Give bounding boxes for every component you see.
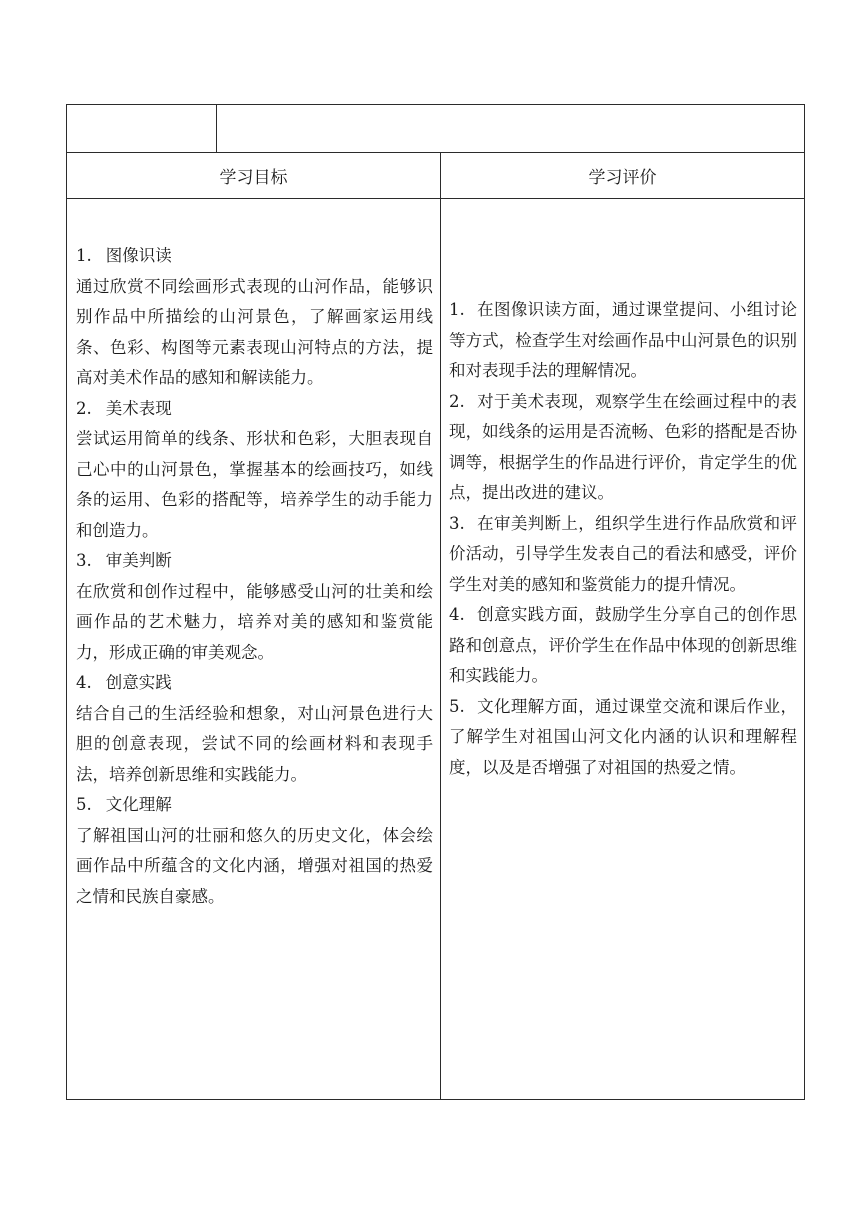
evaluation-number: 1.	[449, 300, 465, 319]
goal-number: 1.	[76, 246, 92, 265]
evaluation-text: 在图像识读方面，通过课堂提问、小组讨论等方式，检查学生对绘画作品中山河景色的识别和对表现手法的理解情况。	[449, 300, 797, 380]
evaluation-text: 对于美术表现，观察学生在绘画过程中的表现，如线条的运用是否流畅、色彩的搭配是否协调等，根据学生的作品进行评价，肯定学生的优点，提出改进的建议。	[449, 391, 797, 502]
goals-header: 学习目标	[67, 153, 441, 199]
evaluation-text: 创意实践方面，鼓励学生分享自己的创作思路和创意点，评价学生在作品中体现的创新思维和实践能力。	[449, 605, 797, 685]
goal-title: 美术表现	[105, 398, 172, 418]
goal-item	[76, 790, 433, 912]
goal-body: 在欣赏和创作过程中，能够感受山河的壮美和绘画作品的艺术魅力，培养对美的感知和鉴赏能力，形成正确的审美观念。	[76, 581, 433, 662]
evaluation-number: 5.	[449, 696, 465, 716]
table-top-row	[67, 105, 805, 153]
goal-body: 尝试运用简单的线条、形状和色彩，大胆表现自己心中的山河景色，掌握基本的绘画技巧，如线条的运用、色彩的搭配等，培养学生的动手能力和创造力。	[76, 429, 433, 540]
goal-item	[76, 668, 433, 790]
evaluation-number: 4.	[449, 605, 465, 624]
goal-item	[76, 241, 433, 394]
evaluation-cell	[441, 199, 805, 1100]
top-right-cell	[217, 105, 805, 153]
goal-title: 创意实践	[105, 673, 172, 692]
goal-body: 通过欣赏不同绘画形式表现的山河作品，能够识别作品中所描绘的山河景色，了解画家运用线条、色彩、构图等元素表现山河特点的方法，提高对美术作品的感知和解读能力。	[76, 276, 433, 387]
goal-number: 3.	[76, 551, 92, 570]
goal-body: 结合自己的生活经验和想象，对山河景色进行大胆的创意表现，尝试不同的绘画材料和表现手法，培养创新思维和实践能力。	[76, 703, 433, 784]
evaluation-number: 2.	[449, 391, 465, 411]
goal-item	[76, 546, 433, 668]
goal-number: 4.	[76, 673, 92, 692]
goal-title: 文化理解	[105, 795, 172, 814]
evaluation-item	[449, 600, 797, 692]
top-left-cell	[67, 105, 217, 153]
goal-item	[76, 394, 433, 547]
evaluation-text: 文化理解方面，通过课堂交流和课后作业，了解学生对祖国山河文化内涵的认识和理解程度，以及是否增强了对祖国的热爱之情。	[449, 696, 797, 777]
evaluation-item	[449, 387, 797, 509]
evaluation-item	[449, 509, 797, 601]
evaluation-header: 学习评价	[441, 153, 805, 199]
goal-number: 2.	[76, 398, 92, 418]
evaluation-item	[449, 692, 797, 784]
lesson-table	[66, 104, 805, 1100]
goal-number: 5.	[76, 795, 92, 814]
goal-title: 图像识读	[105, 246, 172, 265]
goal-body: 了解祖国山河的壮丽和悠久的历史文化，体会绘画作品中所蕴含的文化内涵，增强对祖国的热爱之情和民族自豪感。	[76, 825, 433, 906]
evaluation-item	[449, 295, 797, 387]
goals-cell	[67, 199, 441, 1100]
table-header-row	[67, 153, 805, 199]
evaluation-number: 3.	[449, 513, 465, 533]
table-body-row	[67, 199, 805, 1100]
goal-title: 审美判断	[105, 551, 172, 570]
evaluation-text: 在审美判断上，组织学生进行作品欣赏和评价活动，引导学生发表自己的看法和感受，评价学生对美的感知和鉴赏能力的提升情况。	[449, 513, 797, 594]
